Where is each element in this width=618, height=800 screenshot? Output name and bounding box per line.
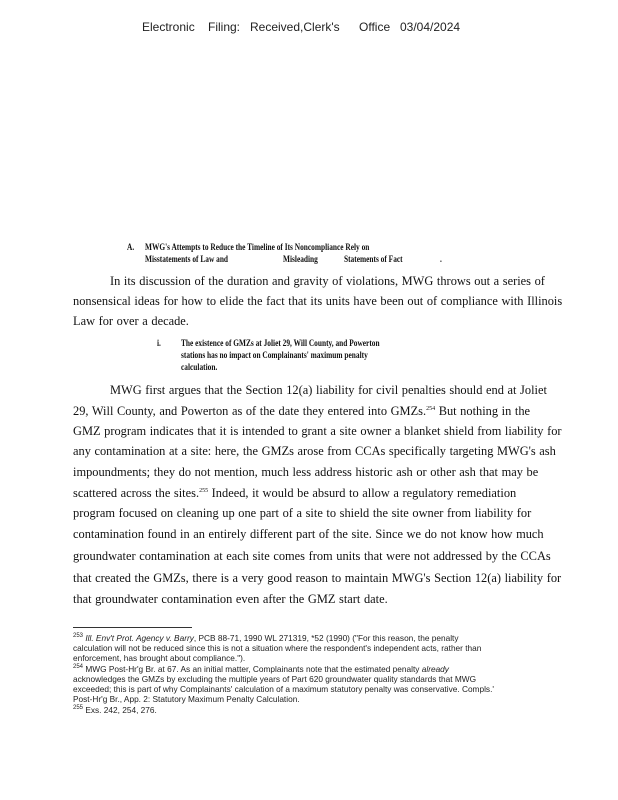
header-electronic: Electronic [142, 20, 195, 34]
paragraph2-line8: contamination found in an entirely different part of the site. Since we do not know how much [73, 527, 544, 541]
paragraph1-line1: In its discussion of the duration and gravity of violations, MWG throws out a series of [110, 274, 545, 288]
footnote-ref-254: 254 [426, 405, 436, 412]
section-heading-line1: MWG's Attempts to Reduce the Timeline of Its Noncompliance Rely on [145, 242, 370, 252]
paragraph2-line2: 29, Will County, and Powerton as of the date they entered into GMZs.$^{254}$ But nothing in the [73, 404, 531, 418]
header-filing: Filing: [208, 20, 241, 34]
header-date: 03/04/2024 [400, 20, 461, 34]
paragraph2-line10: that created the GMZs, there is a very good reason to maintain MWG's Section 12(a) liability for [73, 571, 562, 585]
header-received: Received,Clerk's [250, 20, 340, 34]
section-heading-marker: A. [127, 242, 135, 252]
subheading-line1: The existence of GMZs at Joliet 29, Will County, and Powerton [181, 338, 380, 348]
footnote-254-line2: acknowledges the GMZs by excluding the multiple years of Part 620 groundwater quality standards that MWG [73, 674, 477, 684]
header-office: Office [359, 20, 391, 34]
footnote-254-line3: exceeded; this is part of why Complainants' calculation of a maximum statutory penalty was conservative. Compls.' [73, 684, 494, 694]
section-heading-line2c: Statements of Fact [344, 254, 403, 264]
footnote-253-line3: enforcement, has brought about compliance."). [73, 653, 246, 663]
footnote-253-line1: $^{253}$ Ill. Env't Prot. Agency v. Barry, PCB 88-71, 1990 WL 271319, *52 (1990) ("For this reason, the penalty [73, 633, 459, 643]
footnote-254-line4: Post-Hr'g Br., App. 2: Statutory Maximum Penalty Calculation. [73, 694, 300, 704]
paragraph1-line2: nonsensical ideas for how to elide the fact that its units have been out of compliance with Illinois [73, 294, 563, 308]
paragraph1-line3: Law for over a decade. [73, 314, 189, 328]
section-heading-line2b: Misleading [283, 254, 318, 264]
paragraph2-line5: impoundments; they do not mention, much less address historic ash or other ash that may be [73, 465, 539, 479]
footnote-separator [73, 627, 192, 628]
footnote-254-line1: $^{254}$ MWG Post-Hr'g Br. at 67. As an initial matter, Complainants note that the estimated penalty already [73, 664, 449, 674]
footnote-ref-255: 255 [199, 487, 209, 494]
paragraph2-line9: groundwater contamination at each site comes from units that were not addressed by the CCAs [73, 549, 551, 563]
paragraph2-line6: scattered across the sites.$^{255}$ Indeed, it would be absurd to allow a regulatory remediation [73, 486, 517, 500]
footnote-253-line2: calculation will not be reduced since this is not a situation where the respondent's independent acts, rather than [73, 643, 482, 653]
subheading-line3: calculation. [181, 362, 218, 372]
paragraph2-line3: GMZ program indicates that it is intended to grant a site owner a blanket shield from liability for [73, 424, 562, 438]
footnote-255-line1: $^{255}$ Exs. 242, 254, 276. [73, 705, 157, 715]
paragraph2-line1: MWG first argues that the Section 12(a) liability for civil penalties should end at Joliet [110, 383, 547, 397]
subheading-line2: stations has no impact on Complainants' maximum penalty [181, 350, 368, 360]
paragraph2-line4: any contamination at a site: here, the GMZs arose from CCAs specifically targeting MWG's ash [73, 444, 556, 458]
paragraph2-line11: that groundwater contamination even after the GMZ start date. [73, 592, 388, 606]
section-heading-line2d: . [440, 254, 442, 264]
section-heading-line2a: Misstatements of Law and [145, 254, 229, 264]
paragraph2-line7: program focused on cleaning up one part of a site to shield the site owner from liability for [73, 506, 532, 520]
subheading-marker: i. [157, 338, 161, 348]
